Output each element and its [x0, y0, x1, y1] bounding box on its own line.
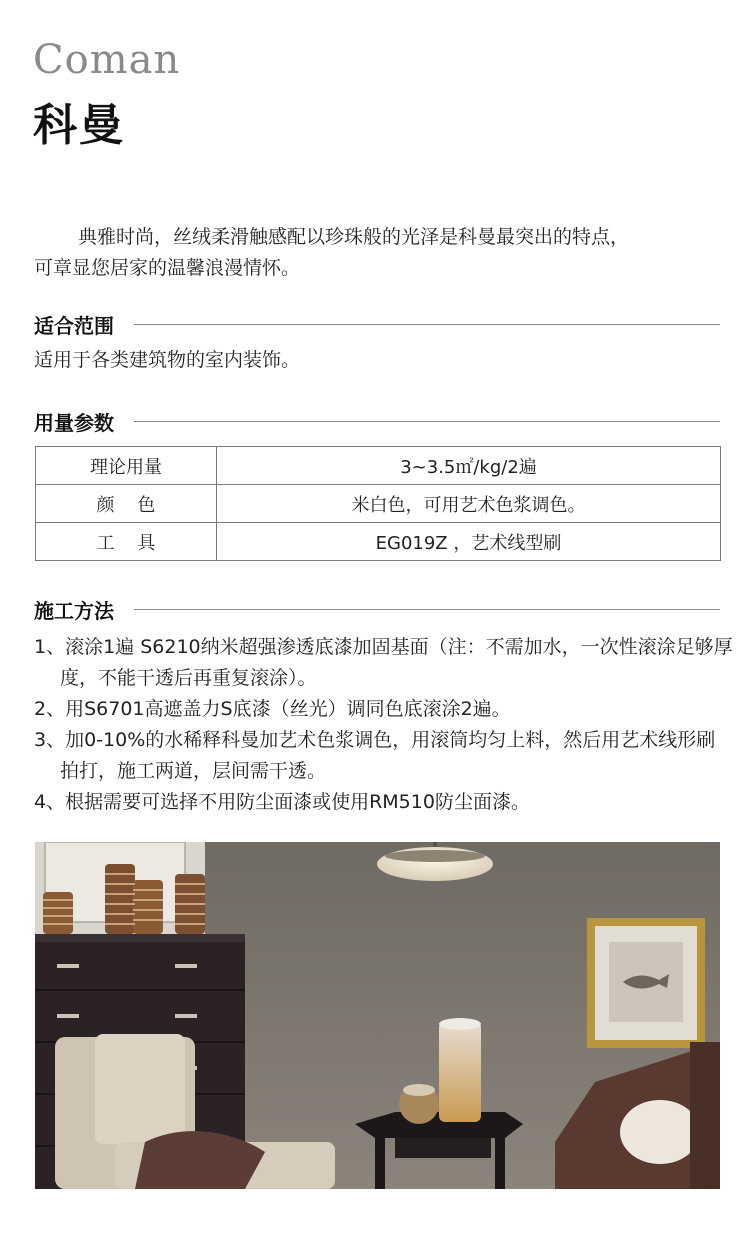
scope-text: 适用于各类建筑物的室内装饰。	[34, 349, 301, 371]
usage-title: 用量参数	[34, 410, 114, 435]
section-divider	[134, 609, 720, 610]
method-steps-list	[34, 632, 734, 818]
list-item: 2、用S6701高遮盖力S底漆（丝光）调同色底滚涂2遍。	[34, 698, 511, 720]
usage-label-tool: 工 具	[36, 523, 217, 561]
usage-label-color: 颜 色	[36, 485, 217, 523]
list-item: 3、加0-10%的水稀释科曼加艺术色浆调色，用滚筒均匀上料，然后用艺术线形刷拍打，施工两道，层间需干透。	[34, 729, 716, 782]
section-divider	[134, 421, 720, 422]
scope-section-header	[34, 312, 720, 336]
usage-section-header	[34, 409, 720, 433]
list-item: 4、根据需要可选择不用防尘面漆或使用RM510防尘面漆。	[34, 791, 530, 813]
method-title: 施工方法	[34, 598, 114, 623]
intro-paragraph	[34, 222, 724, 284]
intro-line-2: 可章显您居家的温馨浪漫情怀。	[34, 257, 301, 279]
scope-title: 适合范围	[34, 313, 114, 338]
usage-value-color: 米白色，可用艺术色浆调色。	[217, 485, 721, 523]
section-divider	[134, 324, 720, 325]
usage-table	[35, 446, 721, 561]
brand-english-name: Coman	[33, 37, 181, 83]
table-row	[36, 485, 721, 523]
intro-line-1: 典雅时尚，丝绒柔滑触感配以珍珠般的光泽是科曼最突出的特点，	[78, 226, 630, 248]
framed-fish-print	[587, 918, 705, 1048]
usage-value-tool: EG019Z ，艺术线型刷	[217, 523, 721, 561]
interior-room-photo	[35, 842, 720, 1189]
method-section-header	[34, 597, 720, 621]
table-row	[36, 447, 721, 485]
table-row	[36, 523, 721, 561]
list-item: 1、滚涂1遍 S6210纳米超强渗透底漆加固基面（注：不需加水，一次性滚涂足够厚度，不能干透后再重复滚涂）。	[34, 636, 733, 689]
usage-value-coverage: 3~3.5㎡/kg/2遍	[217, 447, 721, 485]
usage-label-coverage: 理论用量	[36, 447, 217, 485]
brand-chinese-name: 科曼	[33, 100, 125, 151]
